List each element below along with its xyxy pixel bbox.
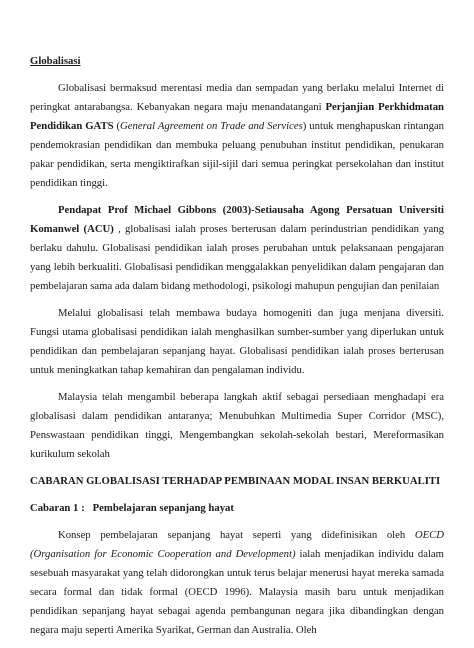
cabaran-label: Cabaran 1 : [30,502,85,514]
paragraph-text: ialah menjadikan individu dalam sesebuah masyarakat yang telah didorongkan untuk terus belajar menerusi hayat mereka samada secara formal dan tidak formal (OECD 1996). Malaysia masih baru untuk menjadikan pendidikan sepanjang hayat sebagai agenda pembangunan negara jika dibandingkan dengan negara maju seperti Amerika Syarikat, German dan Australia. Oleh [30,548,444,636]
cabaran-title: Pembelajaran sepanjang hayat [92,502,234,514]
paragraph-globalisasi-definition [30,79,444,193]
oecd-full-name: OECD (Organisation for Economic Cooperation and Development) [30,529,444,560]
paragraph-homogeneity: Melalui globalisasi telah membawa budaya homogeniti dan juga menjana diversiti. Fungsi utama globalisasi pendidikan ialah menghasilkan sumber-sumber yang diperlukan untuk pendidikan dan pembelajaran sepanjang hayat. Globalisasi pendidikan ialah proses berterusan untuk meningkatkan tahap kemahiran dan pengalaman individu. [30,307,444,376]
gibbons-citation: Pendapat Prof Michael Gibbons (2003)-Setiausaha Agong Persatuan Universiti Komanwel (ACU) [30,204,444,235]
document-body [30,52,444,648]
paragraph-text: ( [113,120,121,132]
paragraph-text: , globalisasi ialah proses berterusan dalam perindustrian pendidikan yang berlaku dahulu. Globalisasi pendidikan ialah proses perubahan untuk pelaksanaan pengajaran yang lebih berkualiti. Globalisasi pendidikan menggalakkan penyelidikan dalam pengajaran dan pembelajaran sama ada dalam bidang methodologi, psikologi mahupun pengujian dan penilaian [30,223,444,292]
gats-agreement-name: Perjanjian Perkhidmatan Pendidikan GATS [30,101,445,132]
section-title-cabaran: CABARAN GLOBALISASI TERHADAP PEMBINAAN MODAL INSAN BERKUALITI [30,475,441,487]
paragraph-gibbons-opinion [30,201,444,296]
paragraph-malaysia-steps: Malaysia telah mengambil beberapa langkah aktif sebagai persediaan menghadapi era globalisasi dalam pendidikan antaranya; Menubuhkan Multimedia Super Corridor (MSC), Penswastaan pendidikan tinggi, Mengembangkan sekolah-sekolah bestari, Mereformasikan kurikulum sekolah [30,391,444,460]
gats-full-name: General Agreement on Trade and Services [120,120,303,132]
paragraph-text: ) untuk menghapuskan rintangan pendemokrasian pendidikan dan membuka peluang penubuhan institut pendidikan, penukaran pakar pendidikan, serta mengiktirafkan sijil-sijil dari semua peringkat persekolahan dan institut pendidikan tinggi. [30,120,444,189]
section-heading-globalisasi: Globalisasi [30,55,81,67]
paragraph-text: Konsep pembelajaran sepanjang hayat seperti yang didefinisikan oleh [58,529,415,541]
paragraph-text: Globalisasi bermaksud merentasi media dan sempadan yang berlaku melalui Internet di peringkat antarabangsa. Kebanyakan negara maju menandatangani [30,82,444,113]
subheading-cabaran-1 [30,499,444,518]
paragraph-lifelong-learning [30,526,444,640]
